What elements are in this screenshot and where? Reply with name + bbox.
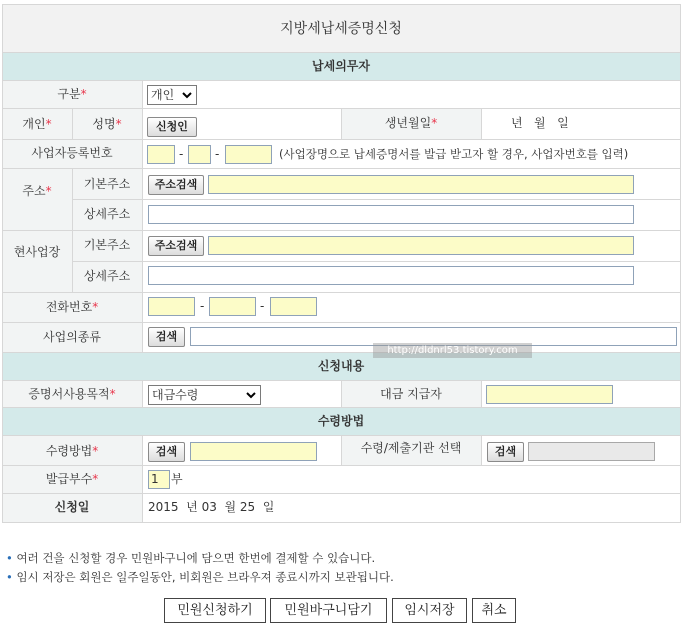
payee-label: 대금 지급자 <box>380 387 442 401</box>
cert-purpose-label: 증명서사용목적* <box>28 387 116 401</box>
divider <box>2 139 680 140</box>
apply-date-value: 2015 년 03 월 25 일 <box>148 500 275 514</box>
divider <box>72 199 680 200</box>
phone-part1-input[interactable] <box>148 297 195 316</box>
receipt-method-search-button[interactable]: 검색 <box>148 442 185 462</box>
section-title-receipt: 수령방법 <box>317 414 365 428</box>
dash: - <box>260 299 265 313</box>
bullet-icon: • <box>6 570 13 584</box>
business-reg-no-part2-input[interactable] <box>188 145 211 164</box>
detail-address-input[interactable] <box>148 205 634 224</box>
business-type-label: 사업의종류 <box>43 330 101 344</box>
business-type-search-button[interactable]: 검색 <box>148 327 185 347</box>
phone-part2-input[interactable] <box>209 297 256 316</box>
receipt-method-input[interactable] <box>190 442 317 461</box>
apply-date-label: 신청일 <box>54 500 90 514</box>
receipt-method-label: 수령방법* <box>45 444 99 458</box>
divider <box>72 261 680 262</box>
category-label: 구분* <box>57 87 87 101</box>
address-label: 주소* <box>22 184 52 198</box>
detail-address-label: 상세주소 <box>83 269 131 283</box>
business-reg-no-hint: (사업장명으로 납세증명서를 발급 받고자 할 경우, 사업자번호를 입력) <box>279 147 629 161</box>
business-reg-no-part1-input[interactable] <box>147 145 175 164</box>
section-title-taxpayer: 납세의무자 <box>312 59 370 73</box>
individual-label: 개인* <box>22 117 52 131</box>
divider <box>2 352 680 353</box>
receipt-org-search-button[interactable]: 검색 <box>487 442 524 462</box>
dash: - <box>215 147 220 161</box>
chevron-down-icon <box>245 389 257 401</box>
form-title: 지방세납세증명신청 <box>280 21 402 37</box>
add-to-basket-button[interactable]: 민원바구니담기 <box>270 598 387 623</box>
detail-address-label: 상세주소 <box>83 207 131 221</box>
divider <box>142 435 143 522</box>
divider <box>2 52 680 53</box>
payee-input[interactable] <box>486 385 613 404</box>
watermark: http://dldnrl53.tistory.com <box>373 343 532 358</box>
copies-unit: 부 <box>171 472 183 486</box>
birthdate-label: 생년월일* <box>384 116 438 130</box>
divider <box>2 522 680 523</box>
business-detail-address-input[interactable] <box>148 266 634 285</box>
temp-save-button[interactable]: 임시저장 <box>392 598 467 623</box>
divider <box>142 380 143 407</box>
dash: - <box>179 147 184 161</box>
divider <box>2 465 680 466</box>
applicant-button[interactable]: 신청인 <box>147 117 197 137</box>
phone-part3-input[interactable] <box>270 297 317 316</box>
divider <box>481 380 482 407</box>
copies-input[interactable]: 1 <box>148 470 170 489</box>
business-reg-no-label: 사업자등록번호 <box>31 146 113 160</box>
divider <box>2 4 680 5</box>
category-select[interactable]: 개인 <box>147 85 197 105</box>
divider <box>142 80 143 352</box>
divider <box>2 407 680 408</box>
divider <box>2 292 680 293</box>
bullet-icon: • <box>6 551 13 565</box>
basic-address-label: 기본주소 <box>83 177 131 191</box>
note-item: • 임시 저장은 회원은 일주일동안, 비회원은 브라우져 종료시까지 보관됩니다. <box>6 570 394 584</box>
divider <box>2 493 680 494</box>
divider <box>2 80 680 81</box>
divider <box>481 435 482 465</box>
chevron-down-icon <box>181 89 193 101</box>
cert-purpose-select[interactable]: 대금수령 <box>148 385 261 405</box>
divider <box>680 4 681 523</box>
section-title-request: 신청내용 <box>317 359 365 373</box>
basic-address-label: 기본주소 <box>83 238 131 252</box>
divider <box>2 168 680 169</box>
apply-button[interactable]: 민원신청하기 <box>164 598 266 623</box>
copies-label: 발급부수* <box>45 472 99 486</box>
current-business-label: 현사업장 <box>13 245 61 259</box>
receipt-org-label: 수령/제출기관 선택 <box>360 441 462 455</box>
note-item: • 여러 건을 신청할 경우 민원바구니에 담으면 한번에 결제할 수 있습니다. <box>6 551 376 565</box>
divider <box>2 322 680 323</box>
address-search-button[interactable]: 주소검색 <box>148 175 204 195</box>
business-basic-address-input[interactable] <box>208 236 634 255</box>
receipt-org-input <box>528 442 655 461</box>
basic-address-input[interactable] <box>208 175 634 194</box>
divider <box>481 108 482 139</box>
name-label: 성명* <box>92 117 122 131</box>
phone-label: 전화번호* <box>45 300 99 314</box>
birthdate-value: 년 월 일 <box>511 116 569 130</box>
dash: - <box>200 299 205 313</box>
divider <box>2 230 680 231</box>
business-reg-no-part3-input[interactable] <box>225 145 272 164</box>
cancel-button[interactable]: 취소 <box>472 598 516 623</box>
business-address-search-button[interactable]: 주소검색 <box>148 236 204 256</box>
